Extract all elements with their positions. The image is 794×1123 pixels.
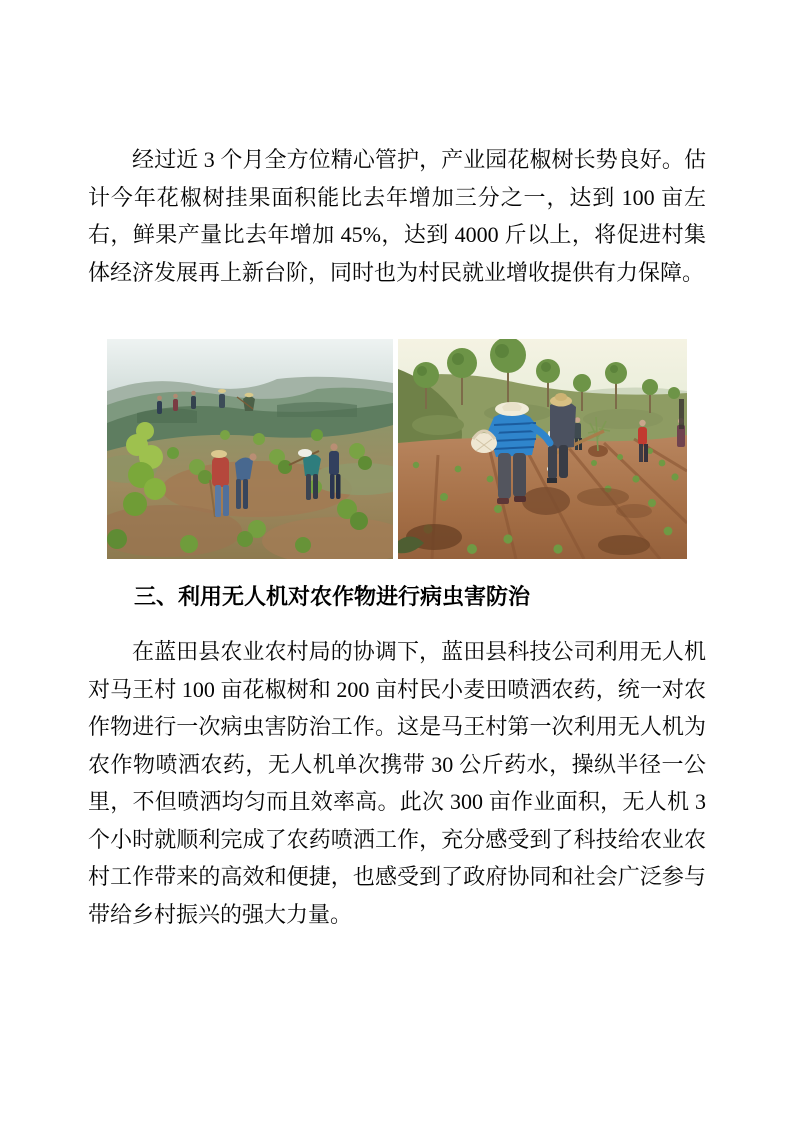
paragraph-2: 在蓝田县农业农村局的协调下，蓝田县科技公司利用无人机对马王村 100 亩花椒树和 200 亩村民小麦田喷洒农药，统一对农作物进行一次病虫害防治工作。这是马王村第一次利用无人机为农作物喷洒农药，无人机单次携带 30 公斤药水，操纵半径一公里，不但喷洒均匀而且效率高。此次 300 亩作业面积，无人机 3 个小时就顺利完成了农药喷洒工作，充分感受到了科技给农业农村工作带来的高效和便捷，也感受到了政府协同和社会广泛参与带给乡村振兴的强大力量。 [88,639,706,927]
section-heading: 三、利用无人机对农作物进行病虫害防治 [134,584,531,609]
photo-row [107,339,687,559]
paragraph-1: 经过近 3 个月全方位精心管护，产业园花椒树长势良好。估计今年花椒树挂果面积能比去年增加三分之一，达到 100 亩左右，鲜果产量比去年增加 45%，达到 4000 斤以上，将促进村集体经济发展再上新台阶，同时也为村民就业增收提供有力保障。 [88,147,706,285]
field-rows-fertilizing-photo [398,339,687,559]
hillside-hoeing-photo [107,339,393,559]
